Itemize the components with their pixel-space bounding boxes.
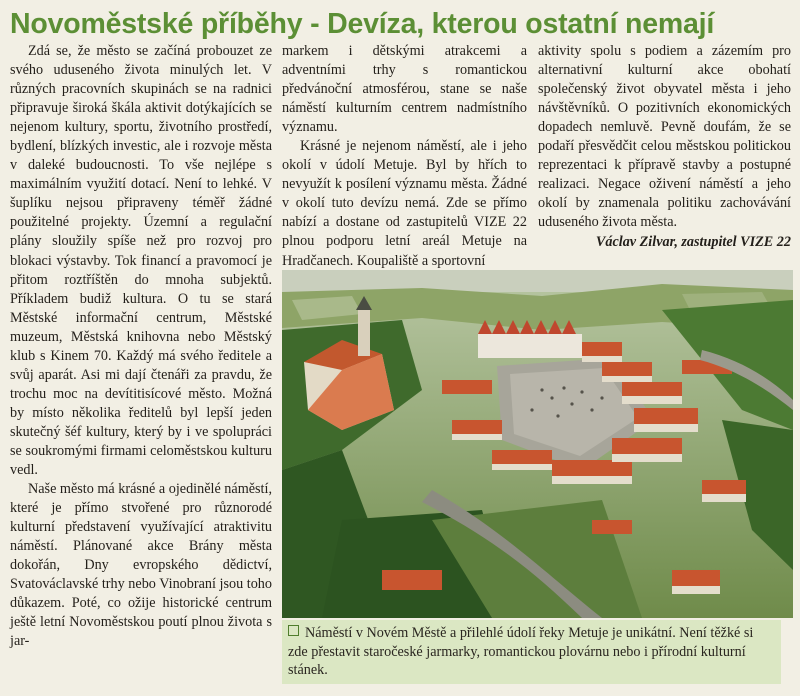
article-paragraph: Krásné je nejenom náměstí, ale i jeho okolí v údolí Metuje. Byl by hřích to nevyužít k posílení významu města. Žádné v okolí tuto devízu nemá. Zde se přímo nabízí a dostane od zastupitelů VIZE 22 plnou podporu letní areál Metuje na Hradčanech. Koupaliště a sportovní — [282, 138, 527, 269]
author-signature: Václav Zilvar, zastupitel VIZE 22 — [595, 234, 791, 251]
aerial-photo-town-square — [282, 270, 793, 618]
article-column-2 — [282, 42, 527, 269]
article-paragraph: aktivity spolu s podiem a zázemím pro alternativní kulturní akce obohatí společenský život obyvatel města i jeho návštěvníků. O pozitivních ekonomických dopadech nemluvě. Pevně doufám, že se podaří přesvědčit celou městskou politickou reprezentaci k přípravě stavby a postupné realizaci. Negace oživení náměstí a jeho okolí by znamenala politiku zachovávání uduseného života města. — [538, 43, 791, 231]
article-paragraph: markem i dětskými atrakcemi a adventními trhy s romantickou předvánoční atmosférou, stane se naše náměstí kulturním centrem nadmístního významu. — [282, 43, 527, 136]
article-paragraph: Naše město má krásné a ojedinělé náměstí, které je přímo stvořené pro různorodé kulturní představení využívající atraktivitu náměstí. Plánované akce Brány města dokořán, Dny evropského dědictví, Svatováclavské trhy nebo Vinobraní jsou toho důkazem. Poté, co ožije historické centrum ještě letní Novoměstskou poutí plnou života s jar- — [10, 481, 272, 650]
article-column-1 — [10, 42, 272, 692]
article-headline: Novoměstské příběhy - Devíza, kterou ostatní nemají — [10, 8, 715, 40]
article-column-3 — [538, 42, 791, 277]
caption-square-icon — [288, 625, 299, 636]
photo-caption-text: Náměstí v Novém Městě a přilehlé údolí řeky Metuje je unikátní. Není těžké si zde přestavit staročeské jarmarky, romantickou plovárnu nebo i přírodní kulturní stánek. — [288, 625, 754, 678]
aerial-photo-illustration — [282, 270, 793, 618]
photo-caption — [282, 620, 781, 684]
article-paragraph: Zdá se, že město se začíná probouzet ze svého uduseného života minulých let. V různých pracovních skupinách se na radnici připravuje široká škála aktivit dotýkajících se nejenom kultury, sportu, životního prostředí, bydlení, blízkých investic, ale i rozvoje města v daleké budoucnosti. To vše nejlépe s maximálním využití dotací. Není to lehké. V šuplíku nejsou připraveny téměř žádné použitelné projekty. Územní a regulační plány sloužily spíše než pro rozvoj pro blokaci výstavby. Tok financí a pravomocí je přitom roztříštěn do mnoha subjektů. Příkladem budiž kultura. O tu se stará Městské informační centrum, Městské muzeum, Městská knihovna nebo Městský klub s Kinem 70. Každý má svého ředitele a svůj aparát. Asi mi dají čtenáři za pravdu, že trochu moc na devítitisícové město. Možná by místo několika ředitelů byl lepší jeden skutečný šéf kultury, který by i ve spolupráci se soukromými firmami celoměstskou kulturu vedl. — [10, 43, 272, 479]
